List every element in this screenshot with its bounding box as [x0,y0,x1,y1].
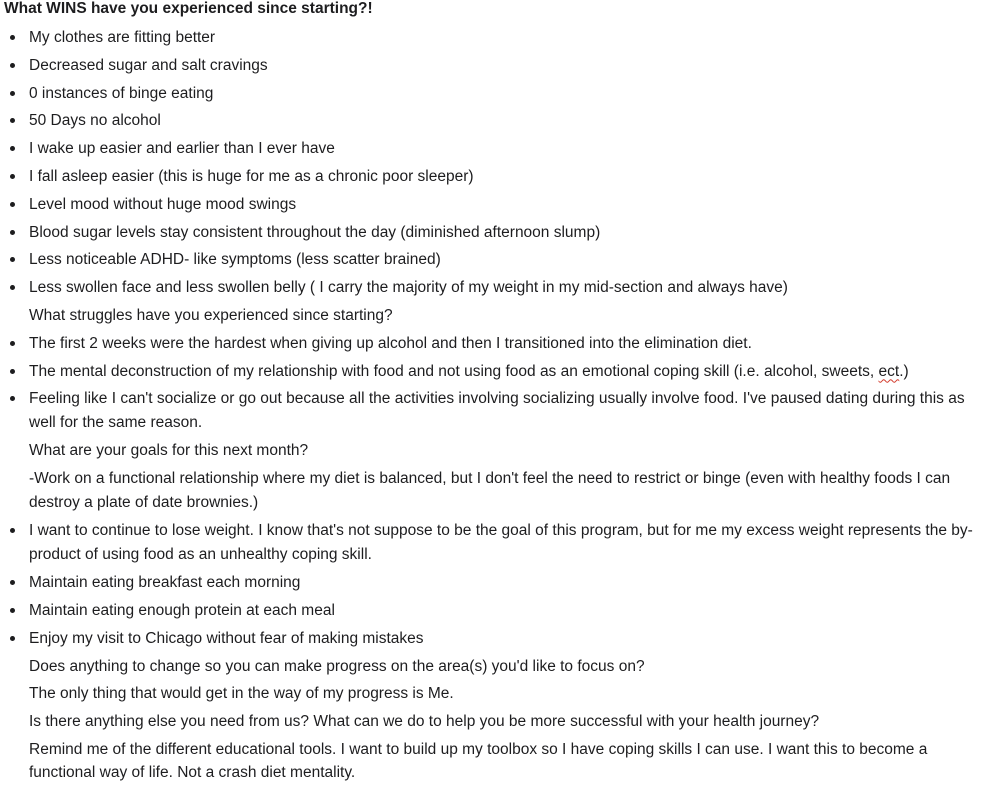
list-item-text: I wake up easier and earlier than I ever have [29,140,335,158]
bullet-marker [10,636,15,641]
text-segment: The mental deconstruction of my relationship with food and not using food as an emotional coping skill (i.e. alcohol, sweets, [29,362,879,380]
bullet-marker [10,257,15,262]
goals-question [4,439,978,467]
list-item-text: Maintain eating enough protein at each meal [29,601,335,619]
list-item [4,82,978,110]
paragraph-text: The only thing that would get in the way of my progress is Me. [29,685,454,703]
list-item-text: The first 2 weeks were the hardest when giving up alcohol and then I transitioned into the elimination diet. [29,334,752,352]
bullet-marker [10,580,15,585]
list-item-text: Feeling like I can't socialize or go out because all the activities involving socializing usually involve food. I've paused dating during this as well for the same reason. [29,390,965,431]
list-item-text: Level mood without huge mood swings [29,195,297,213]
list-item-text: Maintain eating breakfast each morning [29,574,301,592]
question-text: What are your goals for this next month? [29,442,309,460]
list-item-text: Less swollen face and less swollen belly ( I carry the majority of my weight in my mid-section and always have) [29,279,788,297]
change-question [4,655,978,683]
paragraph-text: -Work on a functional relationship where my diet is balanced, but I don't feel the need to restrict or binge (even with healthy foods I can destroy a plate of date brownies.) [29,470,951,511]
list-item-text: I fall asleep easier (this is huge for me as a chronic poor sleeper) [29,167,474,185]
bullet-marker [10,35,15,40]
bullet-marker [10,285,15,290]
list-item [4,571,978,599]
list-item-text: Enjoy my visit to Chicago without fear of making mistakes [29,629,424,647]
bullet-marker [10,174,15,179]
bullet-marker [10,528,15,533]
answer-paragraph [4,682,978,710]
list-item [4,193,978,221]
list-item-text: Less noticeable ADHD- like symptoms (less scatter brained) [29,251,441,269]
list-item-text: My clothes are fitting better [29,29,216,46]
answer-paragraph [4,738,978,790]
list-item-text [29,363,909,380]
list-item [4,54,978,82]
text-segment: .) [899,362,909,380]
list-item [4,109,978,137]
list-item [4,332,978,360]
bullet-marker [10,369,15,374]
question-text: Is there anything else you need from us? What can we do to help you be more successful with your health journey? [29,713,820,731]
bullet-marker [10,118,15,123]
list-item [4,519,978,571]
list-item [4,360,978,388]
question-text: Does anything to change so you can make progress on the area(s) you'd like to focus on? [29,657,645,675]
list-item [4,248,978,276]
list-item [4,26,978,54]
list-item [4,627,978,655]
spellcheck-marked-word: ect [878,362,900,380]
list-item-text: Blood sugar levels stay consistent throughout the day (diminished afternoon slump) [29,223,601,241]
list-item-text: Decreased sugar and salt cravings [29,56,268,74]
support-question [4,710,978,738]
list-item [4,276,978,304]
list-item [4,387,978,439]
bullet-marker [10,91,15,96]
goal-paragraph [4,467,978,519]
question-text: What struggles have you experienced since starting? [29,306,393,324]
list-item [4,165,978,193]
list-item-text: I want to continue to lose weight. I know that's not suppose to be the goal of this program, but for me my excess weight represents the by-product of using food as an unhealthy coping skill. [29,522,973,563]
bullet-marker [10,202,15,207]
list-item [4,599,978,627]
bullet-marker [10,230,15,235]
bullet-marker [10,146,15,151]
struggles-question [4,304,978,332]
bullet-marker [10,63,15,68]
bullet-marker [10,608,15,613]
bullet-marker [10,341,15,346]
list-item [4,137,978,165]
list-item-text: 50 Days no alcohol [29,112,161,130]
list-item-text: 0 instances of binge eating [29,84,214,102]
list-item [4,221,978,249]
paragraph-text: Remind me of the different educational tools. I want to build up my toolbox so I have coping skills I can use. I want this to become a functional way of life. Not a crash diet mentality. [29,740,928,782]
wins-heading: What WINS have you experienced since starting?! [4,0,373,17]
bullet-marker [10,396,15,401]
